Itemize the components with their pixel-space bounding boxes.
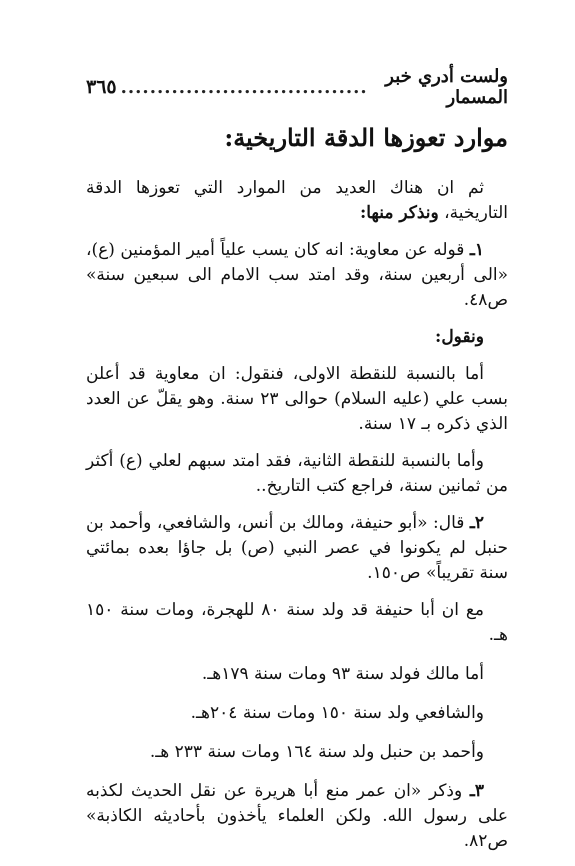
item-2-number: ٢ـ xyxy=(469,513,484,533)
intro-lead: ونذكر منها: xyxy=(359,203,439,223)
item-2 xyxy=(86,511,508,586)
running-header xyxy=(86,66,508,108)
intro-paragraph xyxy=(86,176,508,226)
running-title: ولست أدري خبر المسمار xyxy=(385,66,508,108)
item-1-number: ١ـ xyxy=(469,240,485,260)
response-1-para-1: أما بالنسبة للنقطة الاولى، فنقول: ان معاوية قد أعلن بسب علي (عليه السلام) حوالى ٢٣ سنة. وهو يقلّ عن العدد الذي ذكره بـ ١٧ سنة. xyxy=(86,364,508,434)
date-line-malik: أما مالك فولد سنة ٩٣ ومات سنة ١٧٩هـ. xyxy=(201,664,484,684)
date-line-abu-hanifa: مع ان أبا حنيفة قد ولد سنة ٨٠ للهجرة، ومات سنة ١٥٠ هـ. xyxy=(86,600,508,645)
item-3-text: وذكر «ان عمر منع أبا هريرة عن نقل الحديث لكذبه على رسول الله. ولكن العلماء يأخذون بأحاديثه الكاذبة» ص٨٢. xyxy=(86,781,508,851)
page-number: ٣٦٥ xyxy=(86,76,117,98)
leader-dots: .................................. xyxy=(120,76,368,98)
response-1-para-2: وأما بالنسبة للنقطة الثانية، فقد امتد سبهم لعلي (ع) أكثر من ثمانين سنة، فراجع كتب التاريخ.. xyxy=(86,451,508,496)
intro-line: ثم ان هناك العديد من الموارد التي تعوزها الدقة التاريخية، xyxy=(86,178,508,223)
body-text xyxy=(86,176,508,866)
section-title: موارد تعوزها الدقة التاريخية: xyxy=(224,123,508,152)
item-3 xyxy=(86,779,508,854)
item-2-text: قال: «أبو حنيفة، ومالك بن أنس، والشافعي، وأحمد بن حنبل لم يكونوا في عصر النبي (ص) بل جاؤا بعده بمائتي سنة تقريباً» ص١٥٠. xyxy=(86,513,508,583)
date-line-ahmad: وأحمد بن حنبل ولد سنة ١٦٤ ومات سنة ٢٣٣ هـ. xyxy=(149,742,484,762)
item-1-text: قوله عن معاوية: انه كان يسب علياً أمير المؤمنين (ع)، «الى أربعين سنة، وقد امتد سب الامام الى سبعين سنة» ص٤٨. xyxy=(86,240,508,310)
item-3-number: ٣ـ xyxy=(469,781,484,801)
item-1 xyxy=(86,238,508,313)
date-line-shafii: والشافعي ولد سنة ١٥٠ ومات سنة ٢٠٤هـ. xyxy=(190,703,484,723)
we-say-label: ونقول: xyxy=(435,327,484,347)
